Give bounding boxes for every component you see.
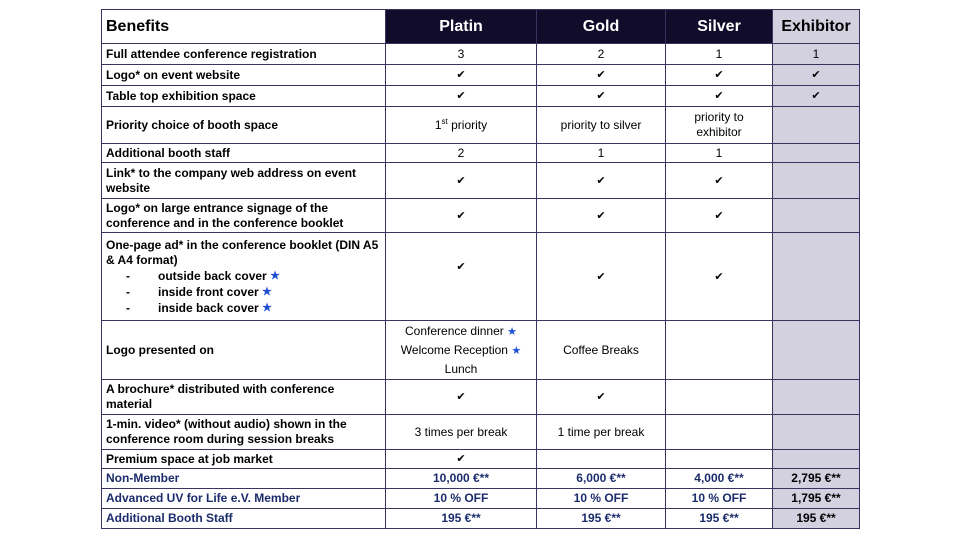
check-icon: ✔ — [456, 261, 466, 273]
table-row — [102, 415, 860, 450]
gold-price: 10 % OFF — [537, 489, 666, 509]
exhibitor-cell — [773, 321, 860, 380]
benefit-label: Additional Booth Staff — [102, 509, 386, 529]
table-row — [102, 107, 860, 144]
platin-price: 195 €** — [386, 509, 537, 529]
check-icon: ✔ — [596, 391, 606, 403]
star-icon: ★ — [270, 269, 280, 282]
benefit-label: Advanced UV for Life e.V. Member — [102, 489, 386, 509]
star-icon: ★ — [507, 326, 517, 338]
table-row — [102, 450, 860, 469]
silver-cell — [666, 450, 773, 469]
check-icon: ✔ — [811, 69, 821, 81]
silver-price: 10 % OFF — [666, 489, 773, 509]
platin-price: 10,000 €** — [386, 469, 537, 489]
check-icon: ✔ — [811, 90, 821, 102]
benefit-label: Non-Member — [102, 469, 386, 489]
gold-cell — [537, 450, 666, 469]
silver-price: 4,000 €** — [666, 469, 773, 489]
exhibitor-cell — [773, 233, 860, 321]
star-icon: ★ — [262, 301, 272, 314]
check-icon: ✔ — [456, 453, 466, 465]
exhibitor-cell — [773, 415, 860, 450]
check-icon: ✔ — [596, 174, 606, 187]
gold-cell: 1 time per break — [537, 415, 666, 450]
header-row — [102, 10, 860, 44]
price-row — [102, 509, 860, 529]
check-icon: ✔ — [596, 90, 606, 102]
benefit-label: Full attendee conference registration — [102, 44, 386, 65]
exhibitor-cell — [773, 380, 860, 415]
exhibitor-cell — [773, 163, 860, 199]
header-exhibitor: Exhibitor — [773, 10, 860, 44]
header-gold: Gold — [537, 10, 666, 44]
star-icon: ★ — [511, 345, 522, 357]
check-icon: ✔ — [714, 270, 724, 283]
header-platin: Platin — [386, 10, 537, 44]
benefit-label: Link* to the company web address on event website — [102, 163, 386, 199]
price-row — [102, 489, 860, 509]
gold-cell: 1 — [537, 144, 666, 163]
exhibitor-cell — [773, 199, 860, 233]
star-icon: ★ — [262, 285, 272, 298]
silver-cell: priority to exhibitor — [666, 107, 773, 144]
table-row — [102, 86, 860, 107]
table-row — [102, 65, 860, 86]
exhibitor-price: 1,795 €** — [773, 489, 860, 509]
platin-cell: Conference dinner ★ Welcome Reception ★ Lunch — [386, 321, 537, 380]
check-icon: ✔ — [456, 174, 466, 187]
header-benefits: Benefits — [102, 10, 386, 44]
check-icon: ✔ — [456, 209, 466, 222]
benefit-label: Premium space at job market — [102, 450, 386, 469]
exhibitor-price: 2,795 €** — [773, 469, 860, 489]
benefit-label: Logo presented on — [102, 321, 386, 380]
benefit-label: Priority choice of booth space — [102, 107, 386, 144]
benefit-label: Table top exhibition space — [102, 86, 386, 107]
table-row — [102, 233, 860, 321]
platin-price: 10 % OFF — [386, 489, 537, 509]
silver-cell — [666, 380, 773, 415]
check-icon: ✔ — [596, 270, 606, 283]
ad-option: - inside front cover ★ — [126, 284, 272, 299]
header-silver: Silver — [666, 10, 773, 44]
table-row — [102, 321, 860, 380]
platin-cell: 3 times per break — [386, 415, 537, 450]
benefit-label: A brochure* distributed with conference material — [102, 380, 386, 415]
benefit-label: Logo* on large entrance signage of the conference and in the conference booklet — [102, 199, 386, 233]
ad-option: - outside back cover ★ — [126, 268, 280, 283]
benefit-label: Additional booth staff — [102, 144, 386, 163]
table-row — [102, 44, 860, 65]
check-icon: ✔ — [714, 69, 724, 81]
check-icon: ✔ — [714, 209, 724, 222]
silver-cell: 1 — [666, 44, 773, 65]
silver-cell — [666, 415, 773, 450]
benefit-label: Logo* on event website — [102, 65, 386, 86]
benefit-label: 1-min. video* (without audio) shown in the conference room during session breaks — [102, 415, 386, 450]
gold-cell: Coffee Breaks — [537, 321, 666, 380]
check-icon: ✔ — [714, 174, 724, 187]
gold-price: 6,000 €** — [537, 469, 666, 489]
silver-cell — [666, 321, 773, 380]
gold-cell: 2 — [537, 44, 666, 65]
check-icon: ✔ — [596, 209, 606, 222]
table-row — [102, 163, 860, 199]
check-icon: ✔ — [456, 391, 466, 403]
table-row — [102, 199, 860, 233]
check-icon: ✔ — [456, 90, 466, 102]
table-row — [102, 380, 860, 415]
benefit-label: One-page ad* in the conference booklet (DIN A5 & A4 format) - outside back cover ★ - inside front cover ★ - inside back cover ★ — [102, 233, 386, 321]
platin-cell: 2 — [386, 144, 537, 163]
exhibitor-price: 195 €** — [773, 509, 860, 529]
exhibitor-cell — [773, 450, 860, 469]
price-row — [102, 469, 860, 489]
silver-price: 195 €** — [666, 509, 773, 529]
exhibitor-cell: 1 — [773, 44, 860, 65]
gold-cell: priority to silver — [537, 107, 666, 144]
silver-cell: 1 — [666, 144, 773, 163]
gold-price: 195 €** — [537, 509, 666, 529]
check-icon: ✔ — [714, 90, 724, 102]
table-row — [102, 144, 860, 163]
check-icon: ✔ — [456, 69, 466, 81]
exhibitor-cell — [773, 144, 860, 163]
platin-cell: 3 — [386, 44, 537, 65]
ad-option: - inside back cover ★ — [126, 300, 272, 315]
exhibitor-cell — [773, 107, 860, 144]
check-icon: ✔ — [596, 69, 606, 81]
platin-cell: 1st priority — [386, 107, 537, 144]
sponsorship-benefits-table — [101, 9, 860, 529]
